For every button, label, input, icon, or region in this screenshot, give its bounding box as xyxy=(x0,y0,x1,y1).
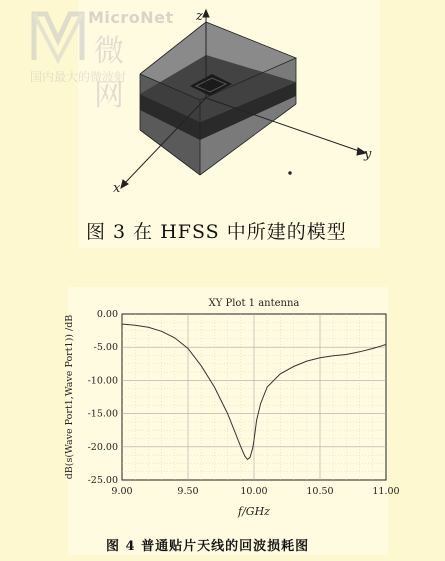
y-tick-label: -20.00 xyxy=(87,441,118,453)
y-tick-label: -5.00 xyxy=(93,342,118,354)
x-tick-label: 10.50 xyxy=(306,486,334,497)
y-tick-label: -10.00 xyxy=(87,375,118,387)
x-tick-label: 10.00 xyxy=(240,486,268,497)
watermark-chinese: 微 网 xyxy=(94,34,134,113)
x-axis-title: f/GHz xyxy=(238,505,270,518)
hfss-model-figure xyxy=(100,0,380,200)
y-axis-label: y xyxy=(364,147,372,162)
figure-4-caption: 图 4 普通贴片天线的回波损耗图 xyxy=(106,539,310,554)
y-tick-label: -15.00 xyxy=(87,408,118,420)
x-tick-label: 9.50 xyxy=(177,486,199,497)
watermark-slogan: 国内最大的微波射 xyxy=(30,70,127,84)
x-tick-label: 9.00 xyxy=(111,486,133,497)
x-tick-label: 11.00 xyxy=(372,486,400,497)
figure-3-caption: 图 3 在 HFSS 中所建的模型 xyxy=(86,221,347,243)
y-axis-title: dB(s(Wave Port1,Wave Port1)) /dB xyxy=(64,314,75,480)
x-axis-label: x xyxy=(113,181,121,196)
y-tick-label: 0.00 xyxy=(96,309,118,320)
return-loss-chart xyxy=(60,290,400,530)
micronet-logo-icon xyxy=(30,6,86,64)
z-axis-label: z xyxy=(196,9,203,24)
chart-title: XY Plot 1 antenna xyxy=(208,298,300,309)
y-tick-label: -25.00 xyxy=(87,475,118,486)
watermark-brand: MicroNet xyxy=(88,8,174,27)
